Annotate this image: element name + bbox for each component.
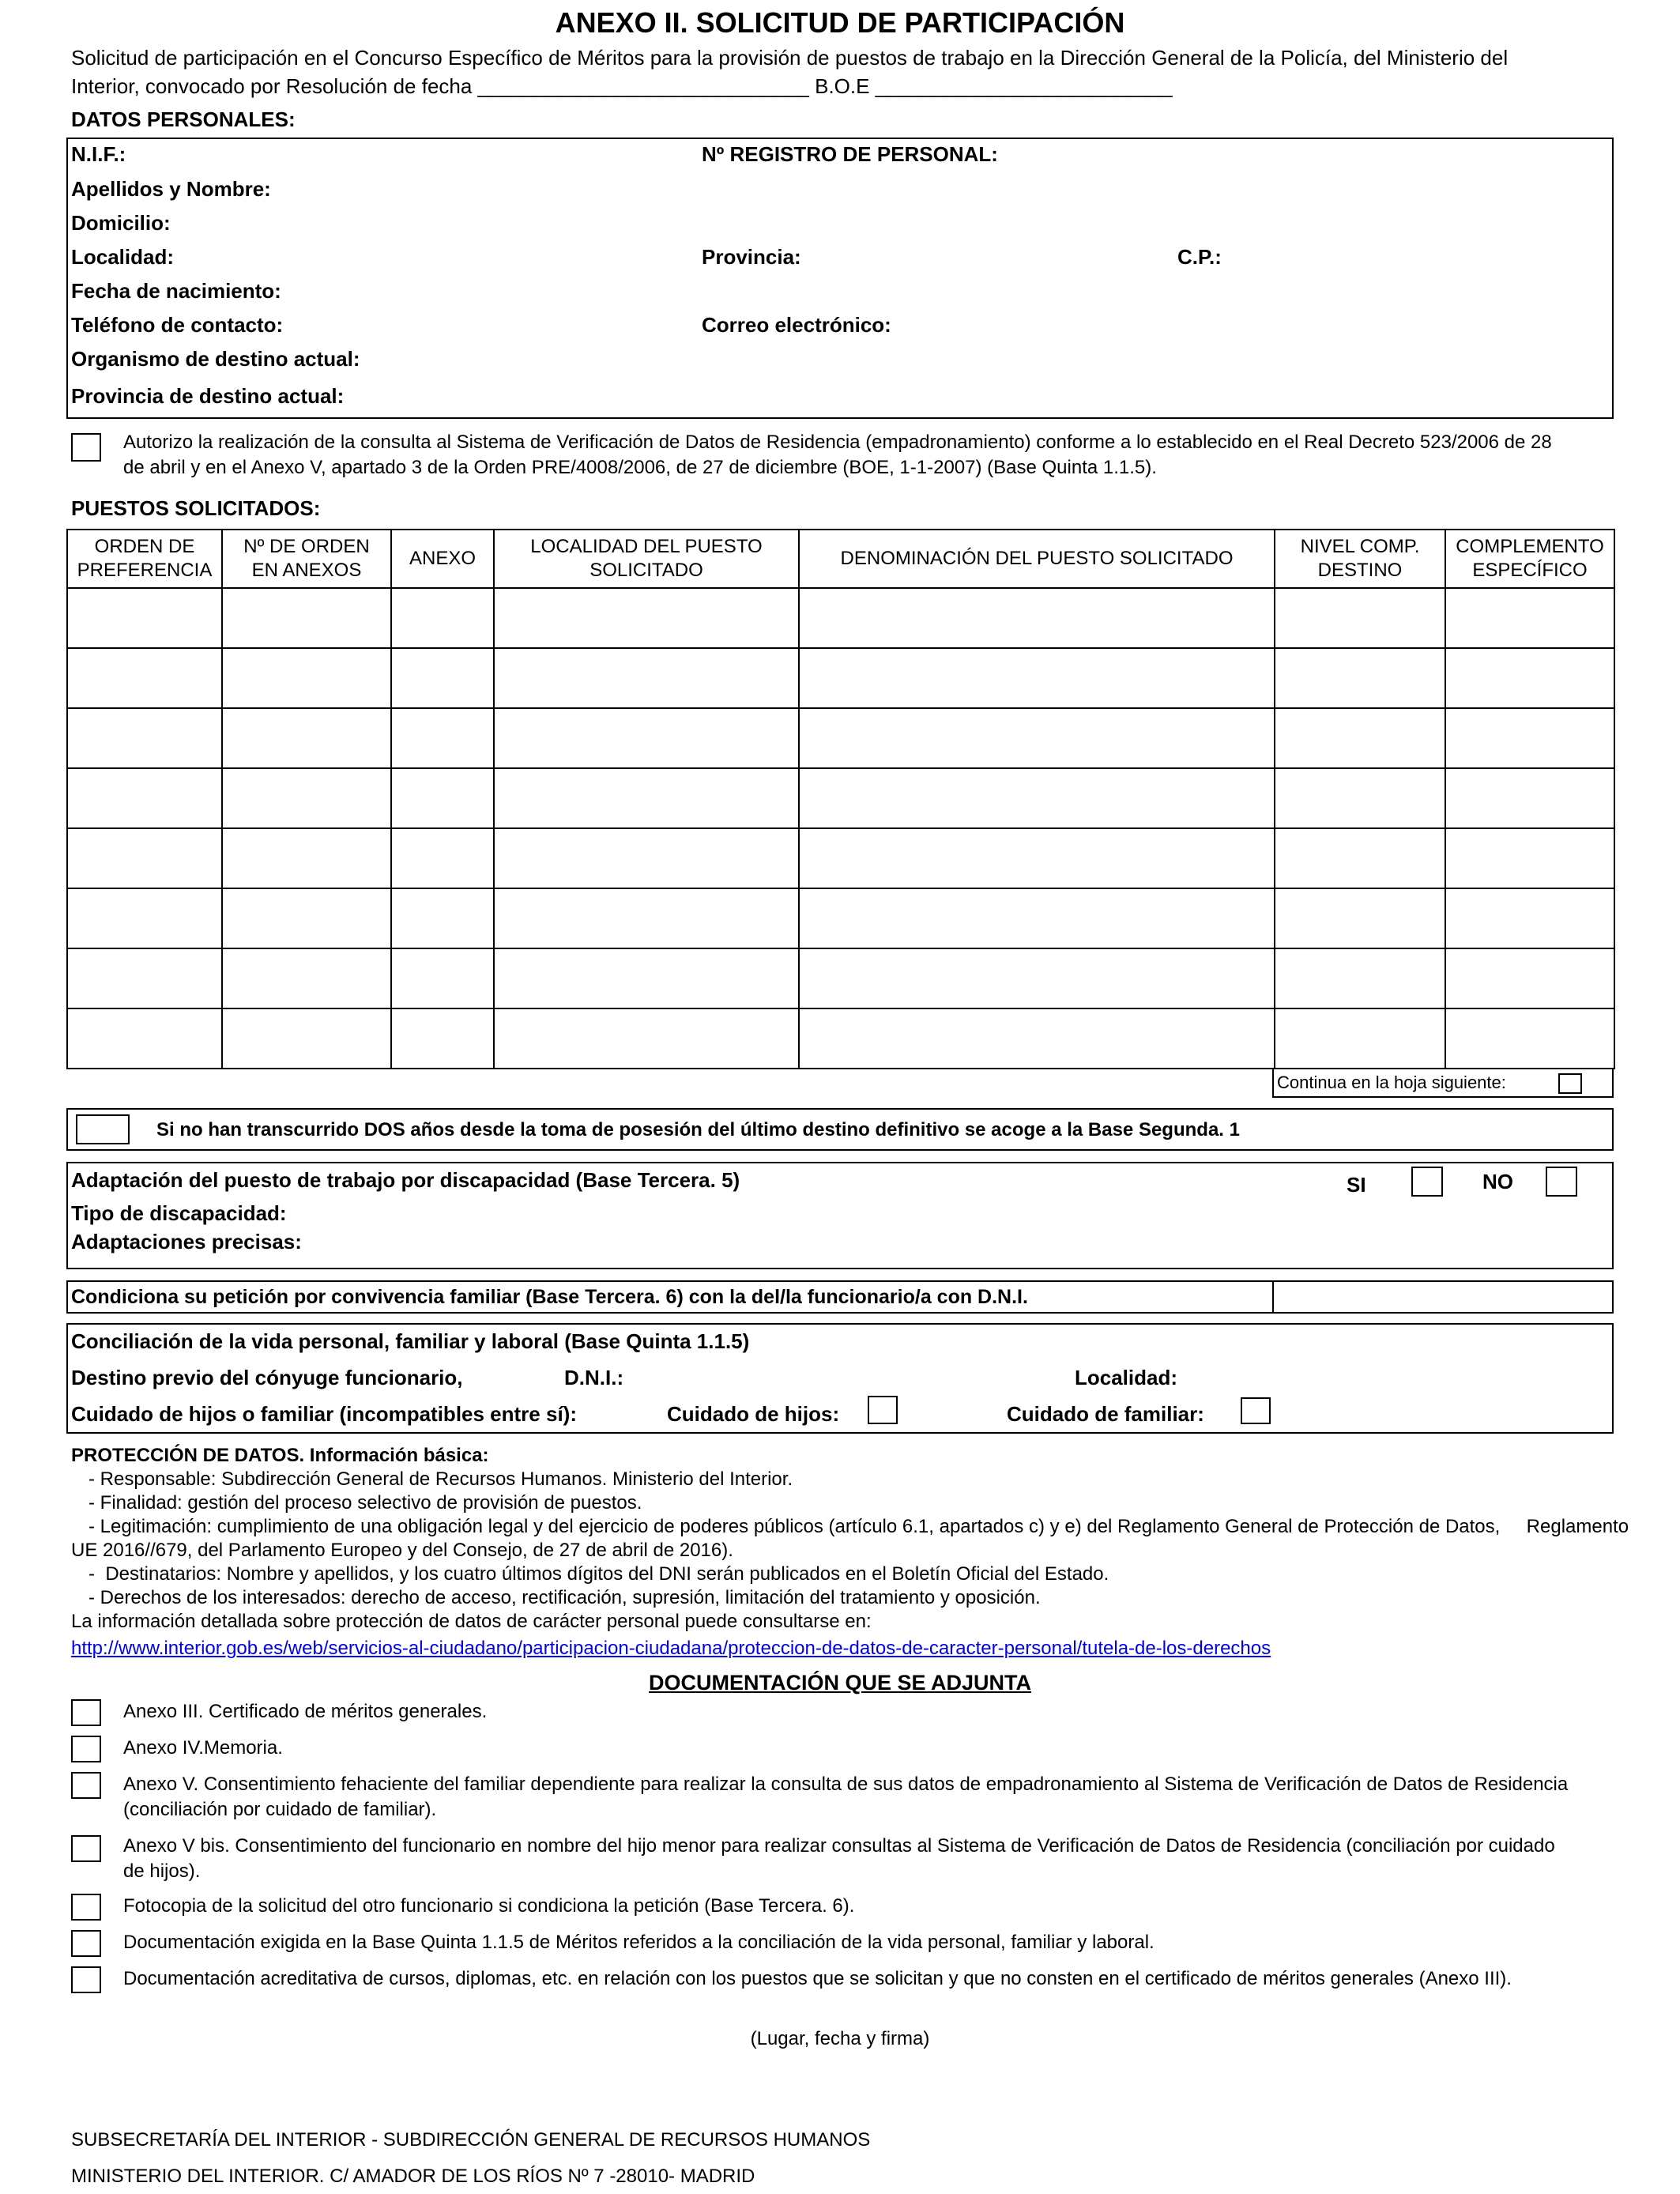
table-cell[interactable]: [391, 708, 494, 768]
cp-label: C.P.:: [1177, 245, 1222, 269]
base-segunda-box: [66, 1108, 1614, 1151]
section-title-datos-personales: DATOS PERSONALES:: [71, 107, 296, 131]
table-cell[interactable]: [67, 708, 222, 768]
table-row: [67, 948, 1614, 1008]
table-cell[interactable]: [799, 588, 1275, 648]
table-cell[interactable]: [1445, 708, 1614, 768]
table-row: [67, 708, 1614, 768]
table-row: [67, 1008, 1614, 1069]
table-cell[interactable]: [1275, 888, 1445, 948]
domicilio-label: Domicilio:: [71, 211, 171, 235]
doc-item-base-quinta: Documentación exigida en la Base Quinta 1.1.5 de Méritos referidos a la conciliación de la vida personal, familiar y laboral.: [123, 1932, 1155, 1953]
firma-text: (Lugar, fecha y firma): [750, 2028, 930, 2049]
table-cell[interactable]: [799, 648, 1275, 708]
table-cell[interactable]: [494, 888, 799, 948]
conciliacion-dni-label: D.N.I.:: [564, 1366, 624, 1389]
doc-checkbox-cursos[interactable]: [71, 1966, 101, 1993]
footer-line-2: MINISTERIO DEL INTERIOR. C/ AMADOR DE LOS RÍOS Nº 7 -28010- MADRID: [71, 2166, 755, 2187]
doc-checkbox-fotocopia[interactable]: [71, 1894, 101, 1921]
table-cell[interactable]: [494, 1008, 799, 1069]
proteccion-derechos: - Derechos de los interesados: derecho de acceso, rectificación, supresión, limitación del tratamiento y oposición.: [89, 1587, 1041, 1608]
documentacion-title: DOCUMENTACIÓN QUE SE ADJUNTA: [648, 1671, 1031, 1695]
table-cell[interactable]: [494, 768, 799, 828]
table-header-row: [67, 530, 1614, 588]
cuidado-hijos-checkbox[interactable]: [868, 1396, 898, 1424]
table-row: [67, 648, 1614, 708]
telefono-label: Teléfono de contacto:: [71, 313, 284, 337]
table-cell[interactable]: [67, 1008, 222, 1069]
localidad-label: Localidad:: [71, 245, 175, 269]
puestos-table: [66, 529, 1615, 1069]
table-cell[interactable]: [67, 888, 222, 948]
table-cell[interactable]: [799, 1008, 1275, 1069]
table-cell[interactable]: [391, 588, 494, 648]
footer-line-1: SUBSECRETARÍA DEL INTERIOR - SUBDIRECCIÓN GENERAL DE RECURSOS HUMANOS: [71, 2129, 871, 2151]
provincia-label: Provincia:: [702, 245, 801, 269]
table-cell[interactable]: [67, 588, 222, 648]
section-title-puestos: PUESTOS SOLICITADOS:: [71, 496, 321, 520]
table-cell[interactable]: [1275, 1008, 1445, 1069]
proteccion-destinatarios: - Destinatarios: Nombre y apellidos, y los cuatro últimos dígitos del DNI serán publicados en el Boletín Oficial del Estado.: [89, 1563, 1109, 1585]
table-cell[interactable]: [799, 948, 1275, 1008]
table-cell[interactable]: [1445, 948, 1614, 1008]
table-cell[interactable]: [222, 1008, 391, 1069]
proteccion-responsable: - Responsable: Subdirección General de Recursos Humanos. Ministerio del Interior.: [89, 1468, 793, 1490]
continua-checkbox[interactable]: [1558, 1073, 1582, 1094]
table-cell[interactable]: [1275, 768, 1445, 828]
table-cell[interactable]: [391, 768, 494, 828]
table-row: [67, 888, 1614, 948]
doc-checkbox-base-quinta[interactable]: [71, 1930, 101, 1957]
doc-item-anexo-v-1: Anexo V. Consentimiento fehaciente del familiar dependiente para realizar la consulta de sus datos de empadronamiento al Sistema de Verificación de Datos de Residencia: [123, 1774, 1569, 1795]
col-denominacion: DENOMINACIÓN DEL PUESTO SOLICITADO: [799, 530, 1275, 588]
proteccion-legitimacion-1: - Legitimación: cumplimiento de una obligación legal y del ejercicio de poderes públicos (artículo 6.1, apartados c) y e) del Reglamento General de Protección de Datos, Reglamento: [89, 1516, 1629, 1537]
nif-label: N.I.F.:: [71, 142, 126, 166]
condiciona-box: [66, 1280, 1614, 1314]
doc-item-cursos: Documentación acreditativa de cursos, diplomas, etc. en relación con los puestos que se solicitan y que no consten en el certificado de méritos generales (Anexo III).: [123, 1968, 1512, 1989]
conciliacion-box: [66, 1323, 1614, 1434]
table-cell[interactable]: [222, 708, 391, 768]
intro-line-2: Interior, convocado por Resolución de fecha _____________________________ B.O.E __________________________: [71, 74, 1173, 98]
doc-checkbox-anexo-iii[interactable]: [71, 1699, 101, 1726]
page-title: ANEXO II. SOLICITUD DE PARTICIPACIÓN: [555, 6, 1125, 39]
table-cell[interactable]: [1275, 948, 1445, 1008]
consent-checkbox[interactable]: [71, 433, 101, 462]
doc-checkbox-anexo-v-bis[interactable]: [71, 1835, 101, 1862]
condiciona-divider: [1272, 1282, 1274, 1312]
si-label: SI: [1347, 1173, 1366, 1197]
cuidado-familiar-checkbox[interactable]: [1241, 1397, 1271, 1424]
continua-label: Continua en la hoja siguiente:: [1277, 1072, 1506, 1092]
doc-item-fotocopia: Fotocopia de la solicitud del otro funcionario si condiciona la petición (Base Tercera. 6).: [123, 1895, 855, 1917]
table-row: [67, 768, 1614, 828]
doc-item-anexo-iii: Anexo III. Certificado de méritos generales.: [123, 1701, 488, 1722]
table-cell[interactable]: [67, 768, 222, 828]
col-orden-preferencia: ORDEN DE PREFERENCIA: [67, 530, 222, 588]
table-cell[interactable]: [391, 948, 494, 1008]
table-cell[interactable]: [67, 828, 222, 888]
doc-item-anexo-v-bis-1: Anexo V bis. Consentimiento del funcionario en nombre del hijo menor para realizar consultas al Sistema de Verificación de Datos de Residencia (conciliación por cuidado: [123, 1835, 1555, 1857]
col-num-orden-anexos: Nº DE ORDEN EN ANEXOS: [222, 530, 391, 588]
table-cell[interactable]: [494, 588, 799, 648]
personal-data-box: [66, 138, 1614, 419]
table-cell[interactable]: [222, 648, 391, 708]
table-cell[interactable]: [67, 648, 222, 708]
nrp-label: Nº REGISTRO DE PERSONAL:: [702, 142, 998, 166]
table-cell[interactable]: [799, 708, 1275, 768]
table-cell[interactable]: [494, 708, 799, 768]
table-cell[interactable]: [391, 648, 494, 708]
table-cell[interactable]: [222, 588, 391, 648]
table-cell[interactable]: [799, 828, 1275, 888]
table-cell[interactable]: [494, 648, 799, 708]
table-cell[interactable]: [799, 888, 1275, 948]
col-localidad-puesto: LOCALIDAD DEL PUESTO SOLICITADO: [494, 530, 799, 588]
no-checkbox[interactable]: [1546, 1167, 1577, 1197]
conciliacion-title: Conciliación de la vida personal, familiar y laboral (Base Quinta 1.1.5): [71, 1329, 750, 1353]
doc-item-anexo-iv: Anexo IV.Memoria.: [123, 1737, 283, 1759]
col-complemento: COMPLEMENTO ESPECÍFICO: [1445, 530, 1614, 588]
table-cell[interactable]: [1445, 768, 1614, 828]
tipo-discapacidad-label: Tipo de discapacidad:: [71, 1201, 287, 1225]
correo-label: Correo electrónico:: [702, 313, 891, 337]
table-cell[interactable]: [1445, 888, 1614, 948]
table-cell[interactable]: [1275, 588, 1445, 648]
base-segunda-text: Si no han transcurrido DOS años desde la toma de posesión del último destino definitivo se acoge a la Base Segunda. 1: [156, 1119, 1240, 1140]
destino-previo-label: Destino previo del cónyuge funcionario,: [71, 1366, 463, 1389]
table-row: [67, 588, 1614, 648]
table-cell[interactable]: [1445, 588, 1614, 648]
continua-box: [1272, 1068, 1614, 1098]
doc-checkbox-anexo-v[interactable]: [71, 1772, 101, 1799]
adaptaciones-precisas-label: Adaptaciones precisas:: [71, 1230, 302, 1253]
proteccion-link[interactable]: http://www.interior.gob.es/web/servicios-al-ciudadano/participacion-ciudadana/proteccion-de-datos-de-caracter-personal/tutela-de-los-derechos: [71, 1638, 1271, 1659]
provincia-destino-label: Provincia de destino actual:: [71, 384, 345, 408]
cuidado-familiar-label: Cuidado de familiar:: [1007, 1402, 1204, 1426]
si-checkbox[interactable]: [1411, 1167, 1443, 1197]
table-cell[interactable]: [391, 828, 494, 888]
table-cell[interactable]: [391, 888, 494, 948]
adaptacion-box: [66, 1162, 1614, 1269]
doc-item-anexo-v-2: (conciliación por cuidado de familiar).: [123, 1799, 437, 1820]
base-segunda-checkbox[interactable]: [76, 1114, 130, 1144]
organismo-label: Organismo de destino actual:: [71, 347, 360, 371]
no-label: NO: [1482, 1170, 1513, 1193]
col-nivel-comp: NIVEL COMP. DESTINO: [1275, 530, 1445, 588]
col-anexo: ANEXO: [391, 530, 494, 588]
table-cell[interactable]: [222, 888, 391, 948]
cuidado-hijos-label: Cuidado de hijos:: [667, 1402, 840, 1426]
table-cell[interactable]: [1445, 1008, 1614, 1069]
conciliacion-localidad-label: Localidad:: [1075, 1366, 1178, 1389]
doc-checkbox-anexo-iv[interactable]: [71, 1736, 101, 1762]
table-cell[interactable]: [1275, 828, 1445, 888]
table-cell[interactable]: [799, 768, 1275, 828]
table-cell[interactable]: [1445, 828, 1614, 888]
proteccion-legitimacion-2: UE 2016//679, del Parlamento Europeo y del Consejo, de 27 de abril de 2016).: [71, 1540, 733, 1561]
consent-text-2: de abril y en el Anexo V, apartado 3 de la Orden PRE/4008/2006, de 27 de diciembre (BOE, 1-1-2007) (Base Quinta 1.1.5).: [123, 457, 1157, 478]
table-cell[interactable]: [494, 828, 799, 888]
proteccion-finalidad: - Finalidad: gestión del proceso selectivo de provisión de puestos.: [89, 1492, 642, 1514]
table-cell[interactable]: [1275, 648, 1445, 708]
table-cell[interactable]: [391, 1008, 494, 1069]
table-cell[interactable]: [222, 768, 391, 828]
table-cell[interactable]: [1445, 648, 1614, 708]
doc-item-anexo-v-bis-2: de hijos).: [123, 1860, 201, 1882]
proteccion-info: La información detallada sobre protección de datos de carácter personal puede consultarse en:: [71, 1611, 872, 1632]
adaptacion-title: Adaptación del puesto de trabajo por discapacidad (Base Tercera. 5): [71, 1168, 740, 1192]
table-row: [67, 828, 1614, 888]
apellidos-label: Apellidos y Nombre:: [71, 177, 271, 201]
nacimiento-label: Fecha de nacimiento:: [71, 279, 281, 303]
condiciona-text: Condiciona su petición por convivencia familiar (Base Tercera. 6) con la del/la funcionario/a con D.N.I.: [71, 1286, 1028, 1308]
consent-text-1: Autorizo la realización de la consulta al Sistema de Verificación de Datos de Residencia (empadronamiento) conforme a lo establecido en el Real Decreto 523/2006 de 28: [123, 432, 1552, 453]
table-cell[interactable]: [222, 948, 391, 1008]
intro-line-1: Solicitud de participación en el Concurso Específico de Méritos para la provisión de puestos de trabajo en la Dirección General de la Policía, del Ministerio del: [71, 46, 1509, 70]
proteccion-title: PROTECCIÓN DE DATOS. Información básica:: [71, 1445, 489, 1466]
cuidado-label: Cuidado de hijos o familiar (incompatibles entre sí):: [71, 1402, 577, 1426]
table-cell[interactable]: [67, 948, 222, 1008]
table-cell[interactable]: [1275, 708, 1445, 768]
table-cell[interactable]: [222, 828, 391, 888]
table-cell[interactable]: [494, 948, 799, 1008]
